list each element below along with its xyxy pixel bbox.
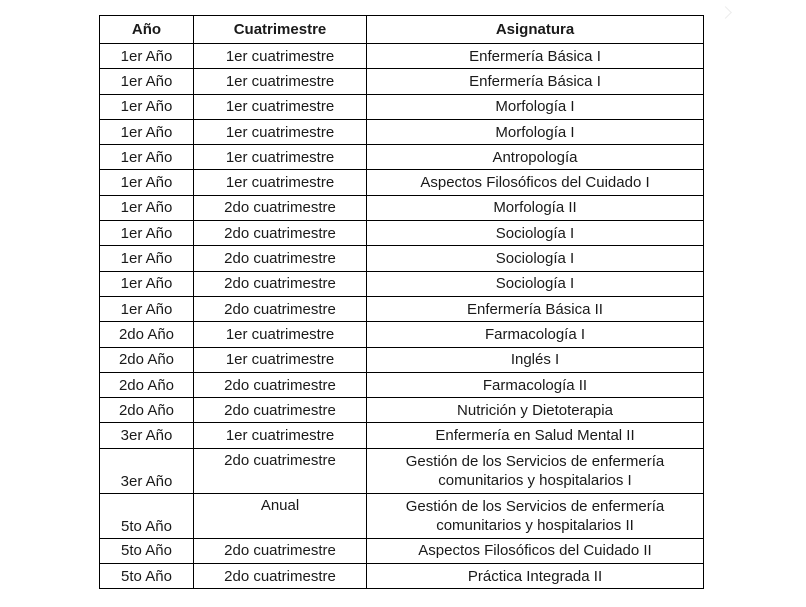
cell-subject: Aspectos Filosóficos del Cuidado II [367,538,704,563]
subjects-table [99,15,704,589]
cell-year: 1er Año [100,119,194,144]
header-subject: Asignatura [367,16,704,44]
cell-term: 2do cuatrimestre [194,564,367,589]
cell-term: 2do cuatrimestre [194,195,367,220]
cell-term: 2do cuatrimestre [194,246,367,271]
table-row [100,448,704,493]
cell-term: 1er cuatrimestre [194,423,367,448]
cell-subject: Sociología I [367,221,704,246]
cell-year: 1er Año [100,246,194,271]
cell-year: 1er Año [100,221,194,246]
cell-term: 2do cuatrimestre [194,538,367,563]
cell-term: 2do cuatrimestre [194,271,367,296]
cell-year: 2do Año [100,322,194,347]
header-row [100,16,704,44]
table-row [100,94,704,119]
cell-subject: Farmacología II [367,372,704,397]
cell-year: 3er Año [100,423,194,448]
cell-term: 2do cuatrimestre [194,221,367,246]
cell-year: 3er Año [100,448,194,493]
table-row [100,347,704,372]
cell-year: 2do Año [100,372,194,397]
cell-term: 1er cuatrimestre [194,94,367,119]
cell-subject: Gestión de los Servicios de enfermería comunitarios y hospitalarios I [367,448,704,493]
corner-decoration [719,6,732,19]
table-row [100,145,704,170]
cell-term: 2do cuatrimestre [194,448,367,493]
table-row [100,538,704,563]
header-term: Cuatrimestre [194,16,367,44]
cell-year: 1er Año [100,170,194,195]
cell-term: 1er cuatrimestre [194,322,367,347]
cell-year: 5to Año [100,538,194,563]
table-row [100,246,704,271]
cell-term: 2do cuatrimestre [194,296,367,321]
table-row [100,195,704,220]
cell-year: 1er Año [100,296,194,321]
cell-year: 1er Año [100,195,194,220]
table-container [99,15,704,589]
cell-subject: Morfología II [367,195,704,220]
table-row [100,119,704,144]
cell-year: 1er Año [100,69,194,94]
cell-subject: Enfermería Básica I [367,69,704,94]
cell-subject: Antropología [367,145,704,170]
table-row [100,322,704,347]
cell-subject: Nutrición y Dietoterapia [367,398,704,423]
cell-term: 1er cuatrimestre [194,119,367,144]
cell-term: 1er cuatrimestre [194,145,367,170]
cell-term: 1er cuatrimestre [194,170,367,195]
cell-year: 2do Año [100,398,194,423]
cell-year: 1er Año [100,44,194,69]
cell-subject: Sociología I [367,246,704,271]
cell-term: Anual [194,493,367,538]
cell-subject: Farmacología I [367,322,704,347]
cell-subject: Morfología I [367,94,704,119]
table-row [100,69,704,94]
cell-subject: Inglés I [367,347,704,372]
cell-year: 2do Año [100,347,194,372]
table-row [100,493,704,538]
cell-subject: Aspectos Filosóficos del Cuidado I [367,170,704,195]
cell-term: 2do cuatrimestre [194,372,367,397]
table-row [100,170,704,195]
cell-subject: Gestión de los Servicios de enfermería comunitarios y hospitalarios II [367,493,704,538]
cell-year: 1er Año [100,271,194,296]
cell-term: 2do cuatrimestre [194,398,367,423]
table-row [100,398,704,423]
table-row [100,423,704,448]
cell-year: 5to Año [100,564,194,589]
cell-subject: Práctica Integrada II [367,564,704,589]
cell-subject: Enfermería en Salud Mental II [367,423,704,448]
cell-term: 1er cuatrimestre [194,44,367,69]
table-row [100,296,704,321]
cell-year: 1er Año [100,145,194,170]
table-body [100,44,704,589]
header-year: Año [100,16,194,44]
cell-term: 1er cuatrimestre [194,69,367,94]
table-row [100,221,704,246]
cell-year: 5to Año [100,493,194,538]
table-row [100,372,704,397]
table-row [100,44,704,69]
cell-subject: Morfología I [367,119,704,144]
table-row [100,564,704,589]
cell-year: 1er Año [100,94,194,119]
cell-term: 1er cuatrimestre [194,347,367,372]
cell-subject: Enfermería Básica II [367,296,704,321]
cell-subject: Sociología I [367,271,704,296]
table-row [100,271,704,296]
cell-subject: Enfermería Básica I [367,44,704,69]
